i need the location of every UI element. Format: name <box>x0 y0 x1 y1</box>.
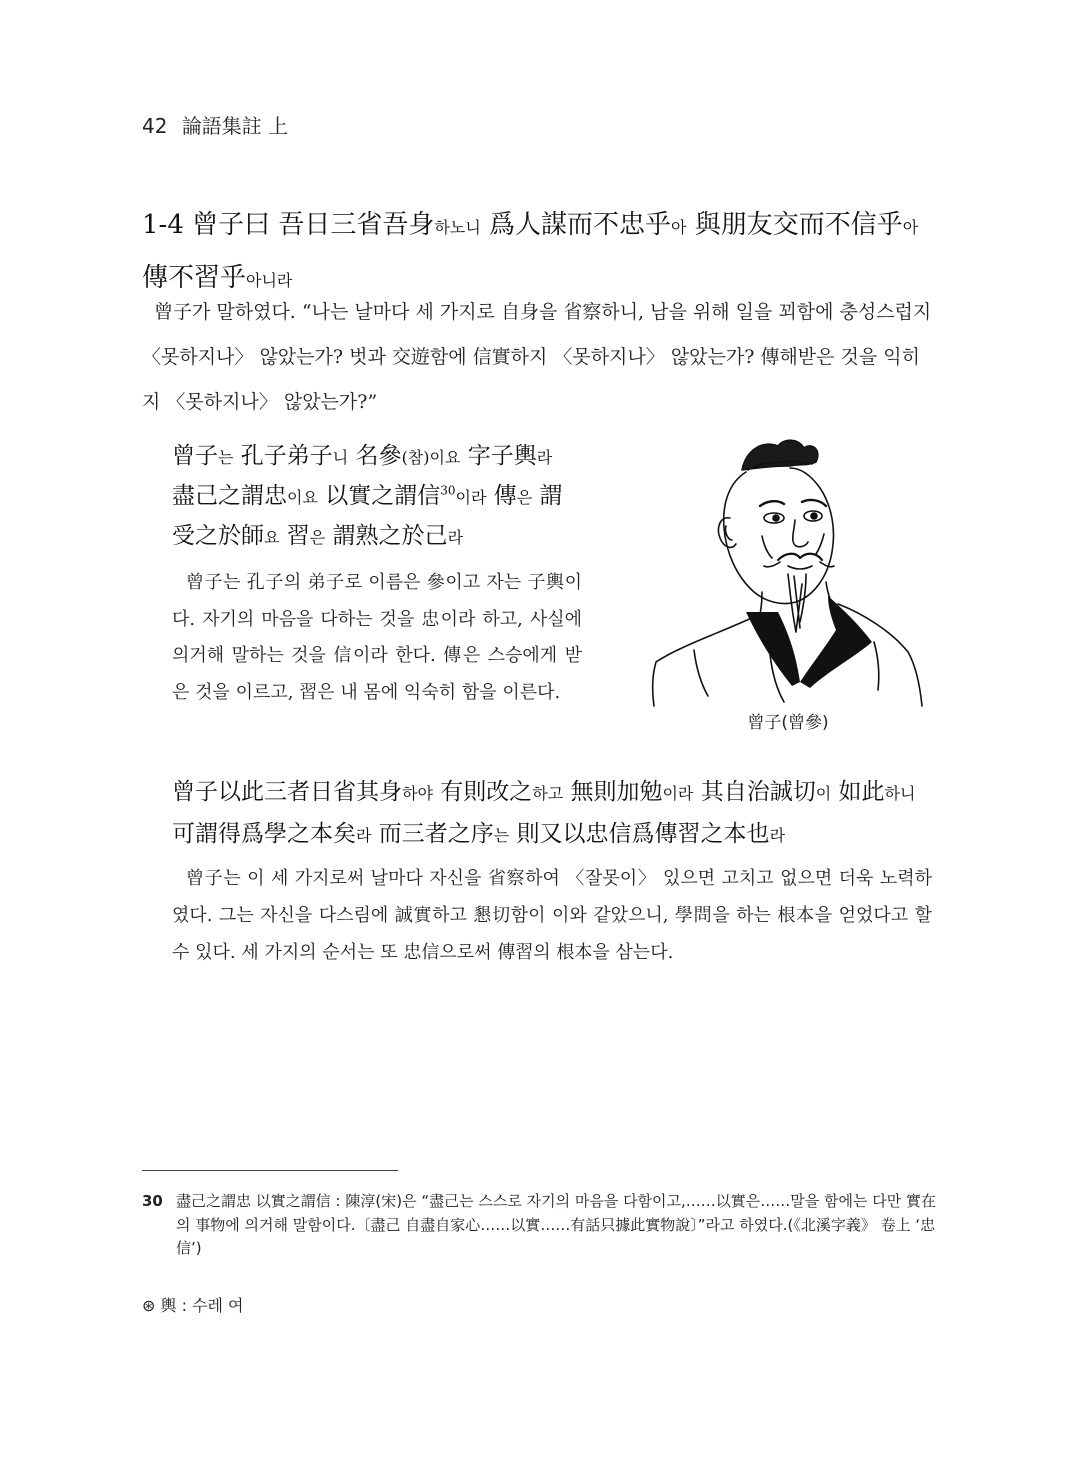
footnote-text: 盡己之謂忠 以實之謂信 : 陳淳(宋)은 “盡己는 스스로 자기의 마음을 다함이고,……以實은……말을 함에는 다만 實在의 事物에 의거해 말함이다.〔盡己 自盡自家心……以實……有話只據此實物說〕”라고 하였다.(《北溪字義》 卷上 ‘忠信’) <box>176 1192 937 1257</box>
particle: 라 <box>447 528 464 547</box>
hanja-seg: 可謂得爲學之本矣 <box>172 821 356 847</box>
particle: 요 <box>264 528 280 547</box>
gloss-text: 輿 : 수레 여 <box>155 1296 244 1315</box>
hanja-seg: 習 <box>279 523 310 549</box>
particle: (참)이요 <box>401 448 461 467</box>
particle: 하니 <box>884 784 916 803</box>
particle: 이라 <box>455 488 487 507</box>
hanja-seg: 謂受之於師 <box>172 483 563 549</box>
passage-seg: 傳不習乎 <box>142 263 247 293</box>
hanja-seg: 有則改之 <box>432 779 533 805</box>
hanja-seg: 字子輿 <box>460 443 537 469</box>
passage-translation: 曾子가 말하였다. “나는 날마다 세 가지로 自身을 省察하니, 남을 위해 일을 꾀함에 충성스럽지 〈못하지나〉 않았는가? 벗과 交遊함에 信實하지 〈못하지나〉 않았는가? 傳해받은 것을 익히지 〈못하지나〉 않았는가?” <box>142 301 932 413</box>
particle: 은 <box>516 488 533 507</box>
passage-particle: 아 <box>902 218 919 237</box>
commentary1-translation: 曾子는 孔子의 弟子로 이름은 參이고 자는 子輿이다. 자기의 마음을 다하는 것을 忠이라 하고, 사실에 의거해 말하는 것을 信이라 한다. 傳은 스승에게 받은 것을 이르고, 習은 내 몸에 익숙히 함을 이른다. <box>172 572 582 703</box>
particle: 이라 <box>662 784 694 803</box>
particle: 니 <box>332 448 349 467</box>
hanja-seg: 傳 <box>486 483 517 509</box>
passage-particle: 아 <box>671 218 687 237</box>
footnote-divider <box>142 1170 398 1171</box>
hanja-seg: 無則加勉 <box>563 779 663 805</box>
particle: 은 <box>309 528 326 547</box>
particle: 하고 <box>532 784 564 803</box>
particle: 하야 <box>402 784 433 803</box>
passage-seg: 爲人謀而不忠乎 <box>480 210 672 240</box>
passage-seg: 曾子曰 吾日三省吾身 <box>183 210 435 240</box>
particle: 라 <box>356 826 372 845</box>
particle: 라 <box>536 448 553 467</box>
hanja-seg: 謂熟之於己 <box>325 523 448 549</box>
footnote-number: 30 <box>142 1192 163 1210</box>
particle: 이요 <box>287 488 318 507</box>
hanja-seg: 如此 <box>831 779 885 805</box>
book-title: 論語集註 上 <box>181 114 289 138</box>
footnote-ref[interactable]: 30 <box>440 483 456 498</box>
particle: 는 <box>218 448 234 467</box>
hanja-seg: 盡己之謂忠 <box>172 483 287 509</box>
passage-particle: 하노니 <box>434 218 481 237</box>
running-header <box>142 110 288 139</box>
hanja-seg: 曾子以此三者日省其身 <box>172 779 402 805</box>
commentary1-text <box>172 437 582 557</box>
passage-particle: 아니라 <box>246 271 293 290</box>
particle: 이 <box>815 784 832 803</box>
particle: 는 <box>493 826 510 845</box>
hanja-seg: 則又以忠信爲傳習之本也 <box>509 821 770 847</box>
hanja-seg: 孔子弟子 <box>233 443 333 469</box>
hanja-seg: 其自治誠切 <box>693 779 816 805</box>
hanja-seg: 曾子 <box>172 443 218 469</box>
passage-number: 1-4 <box>142 210 184 240</box>
portrait-illustration <box>650 436 926 708</box>
commentary2-text <box>172 772 932 856</box>
commentary2-translation: 曾子는 이 세 가지로써 날마다 자신을 省察하여 〈잘못이〉 있으면 고치고 없으면 더욱 노력하였다. 그는 자신을 다스림에 誠實하고 懇切함이 이와 같았으니, 學問을 하는 根本을 얻었다고 할 수 있다. 세 가지의 순서는 또 忠信으로써 傳習의 根本을 삼는다. <box>172 868 932 963</box>
figure-caption: 曾子(曾參) <box>747 713 829 733</box>
passage-seg: 與朋友交而不信乎 <box>686 210 903 240</box>
hanja-seg: 以實之謂信 <box>317 483 441 509</box>
page-number: 42 <box>142 114 168 138</box>
gloss-note <box>142 1293 244 1316</box>
hanja-seg: 名參 <box>348 443 402 469</box>
particle: 라 <box>769 826 786 845</box>
gloss-symbol-icon: ⊛ <box>142 1296 156 1315</box>
footnote <box>142 1190 937 1261</box>
hanja-seg: 而三者之序 <box>371 821 494 847</box>
